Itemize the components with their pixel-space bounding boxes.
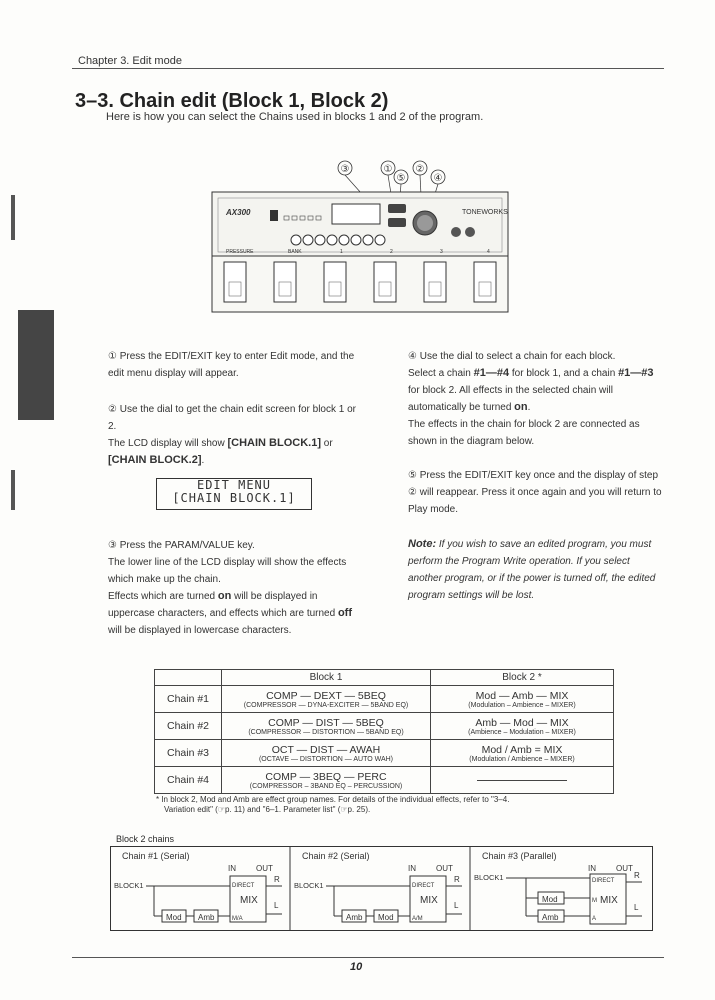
svg-text:DIRECT: DIRECT bbox=[232, 883, 255, 889]
section-title: 3–3. Chain edit (Block 1, Block 2) bbox=[75, 90, 389, 112]
svg-text:M: M bbox=[592, 898, 597, 904]
svg-text:A/M: A/M bbox=[412, 916, 423, 922]
svg-text:IN: IN bbox=[228, 864, 236, 873]
callout-5: ⑤ bbox=[396, 173, 406, 184]
svg-text:Mod: Mod bbox=[166, 913, 182, 922]
svg-text:Mod: Mod bbox=[378, 913, 394, 922]
svg-text:A: A bbox=[592, 916, 597, 922]
device-illustration bbox=[200, 160, 520, 320]
step-1: ① Press the EDIT/EXIT key to enter Edit mode, and the edit menu display will appear. bbox=[108, 351, 355, 379]
lcd-display bbox=[156, 478, 312, 510]
margin-mark bbox=[11, 195, 15, 240]
table-row: Chain #1 COMP — DEXT — 5BEQ (COMPRESSOR — DYNA-EXCITER — 5BAND EQ) Mod — Amb — MIX (Modulation – Ambience – MIXER) bbox=[155, 686, 614, 713]
margin-mark bbox=[11, 470, 15, 510]
svg-text:BLOCK1: BLOCK1 bbox=[474, 873, 504, 882]
svg-text:L: L bbox=[634, 903, 639, 912]
pressure-label: PRESSURE bbox=[226, 249, 254, 255]
step-3: ③ Press the PARAM/VALUE key. The lower line of the LCD display will show the effects which make up the chain. Effects which are turned on will be displayed in uppercase characters, and effects which are turned off will be displayed in lowercase characters. bbox=[108, 540, 352, 636]
svg-text:BLOCK1: BLOCK1 bbox=[114, 881, 144, 890]
svg-text:Chain #3 (Parallel): Chain #3 (Parallel) bbox=[482, 851, 557, 861]
svg-text:Amb: Amb bbox=[198, 913, 215, 922]
note: Note: If you wish to save an edited program, you must perform the Program Write operation. If you select another program, or if the power is turned off, the edited program settings will be lost. bbox=[408, 538, 656, 601]
svg-text:Chain #2 (Serial): Chain #2 (Serial) bbox=[302, 851, 370, 861]
table-row: Chain #2 COMP — DIST — 5BEQ (COMPRESSOR — DISTORTION — 5BAND EQ) Amb — Mod — MIX (Ambience – Modulation – MIXER) bbox=[155, 713, 614, 740]
svg-text:MIX: MIX bbox=[240, 895, 258, 906]
chain3-diagram bbox=[474, 851, 642, 924]
lcd-line-1: EDIT MENU bbox=[196, 478, 272, 492]
callout-4: ④ bbox=[433, 173, 443, 184]
device-brand: TONEWORKS bbox=[462, 209, 508, 216]
pedal-1-label: 1 bbox=[340, 249, 343, 255]
svg-text:Amb: Amb bbox=[542, 913, 559, 922]
step-2: ② Use the dial to get the chain edit screen for block 1 or 2. The LCD display will show [CHAIN BLOCK.1] or [CHAIN BLOCK.2]. bbox=[108, 404, 356, 466]
svg-text:OUT: OUT bbox=[616, 864, 633, 873]
svg-text:OUT: OUT bbox=[436, 864, 453, 873]
chain-table bbox=[154, 669, 614, 794]
chapter-header: Chapter 3. Edit mode bbox=[78, 55, 182, 67]
chapter-tab bbox=[18, 310, 54, 420]
svg-text:R: R bbox=[454, 875, 460, 884]
step-4: ④ Use the dial to select a chain for each block. Select a chain #1—#4 for block 1, and a chain #1—#3 for block 2. All effects in the selected chain will automatically be turned on. The effects in the chain for block 2 are connected as shown in the diagram below. bbox=[408, 351, 654, 447]
svg-text:L: L bbox=[274, 901, 279, 910]
svg-text:MIX: MIX bbox=[420, 895, 438, 906]
pedal-4-label: 4 bbox=[487, 249, 490, 255]
step-5: ⑤ Press the EDIT/EXIT key once and the display of step ② will reappear. Press it once again and you will return to Play mode. bbox=[408, 470, 662, 515]
bank-label: BANK bbox=[288, 249, 302, 255]
pedal-3-label: 3 bbox=[440, 249, 443, 255]
table-row: Chain #4 COMP — 3BEQ — PERC (COMPRESSOR – 3BAND EQ – PERCUSSION) bbox=[155, 767, 614, 794]
empty-cell-line bbox=[477, 780, 567, 781]
svg-text:BLOCK1: BLOCK1 bbox=[294, 881, 324, 890]
callout-3: ③ bbox=[340, 164, 350, 175]
chain1-diagram bbox=[114, 851, 282, 922]
svg-text:IN: IN bbox=[588, 864, 596, 873]
section-intro: Here is how you can select the Chains used in blocks 1 and 2 of the program. bbox=[106, 111, 484, 123]
table-header-row: Block 1 Block 2 * bbox=[155, 670, 614, 686]
svg-text:M/A: M/A bbox=[232, 916, 243, 922]
diagram-title: Block 2 chains bbox=[116, 834, 175, 844]
svg-text:OUT: OUT bbox=[256, 864, 273, 873]
table-row: Chain #3 OCT — DIST — AWAH (OCTAVE — DISTORTION — AUTO WAH) Mod / Amb = MIX (Modulation / Ambience – MIXER) bbox=[155, 740, 614, 767]
table-footnote: * In block 2, Mod and Amb are effect group names. For details of the individual effects, refer to "3–4. Variation edit" (☞p. 11) and "6–1. Parameter list" (☞p. 25). bbox=[156, 795, 510, 814]
device-model: AX300 bbox=[226, 208, 251, 217]
svg-text:R: R bbox=[274, 875, 280, 884]
chain2-diagram bbox=[294, 851, 462, 922]
svg-text:Mod: Mod bbox=[542, 895, 558, 904]
lcd-line-2: [CHAIN BLOCK.1] bbox=[172, 491, 296, 505]
svg-text:R: R bbox=[634, 871, 640, 880]
header-rule bbox=[72, 68, 664, 69]
svg-text:Amb: Amb bbox=[346, 913, 363, 922]
svg-text:IN: IN bbox=[408, 864, 416, 873]
page-number: 10 bbox=[350, 961, 363, 973]
callout-2: ② bbox=[415, 164, 425, 175]
svg-text:MIX: MIX bbox=[600, 895, 618, 906]
pedal-2-label: 2 bbox=[390, 249, 393, 255]
callout-1: ① bbox=[383, 164, 393, 175]
footer-rule bbox=[72, 957, 664, 958]
svg-text:DIRECT: DIRECT bbox=[412, 883, 435, 889]
block2-diagrams bbox=[110, 846, 654, 932]
svg-text:L: L bbox=[454, 901, 459, 910]
svg-text:DIRECT: DIRECT bbox=[592, 878, 615, 884]
svg-text:Chain #1 (Serial): Chain #1 (Serial) bbox=[122, 851, 190, 861]
